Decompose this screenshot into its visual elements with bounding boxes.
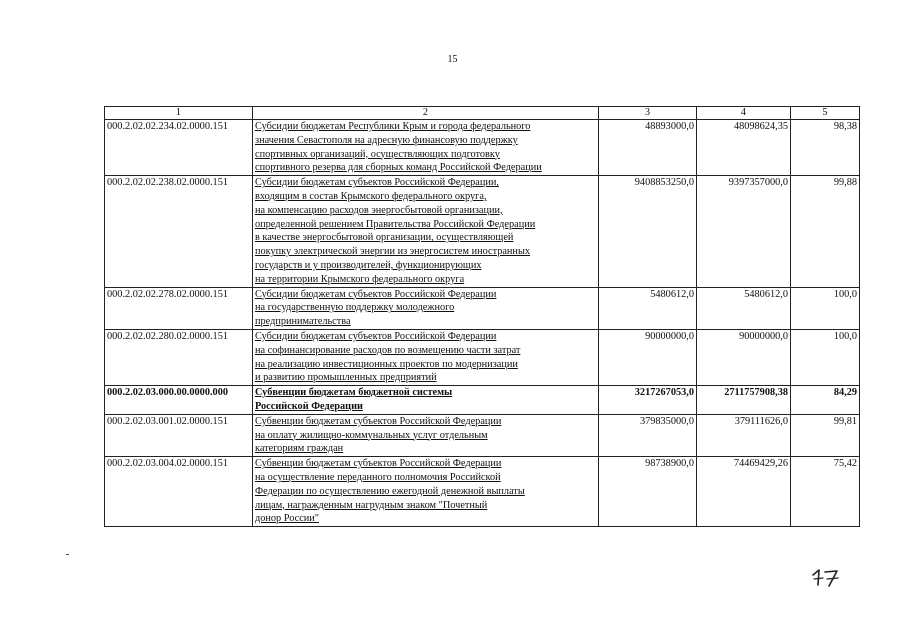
line-item-text: предпринимательства [255,316,351,328]
budget-code: 000.2.02.02.238.02.0000.151 [105,176,253,287]
table-row [105,414,860,456]
line-item-name [253,414,599,456]
line-item-text: категориям граждан [255,443,344,455]
line-item-text: и развитию промышленных предприятий [255,372,437,384]
amount-col4: 9397357000,0 [697,176,791,287]
amount-col3: 90000000,0 [599,329,697,385]
budget-code: 000.2.02.02.280.02.0000.151 [105,329,253,385]
amount-col3: 98738900,0 [599,457,697,527]
line-item-name [253,329,599,385]
amount-col4: 90000000,0 [697,329,791,385]
amount-col5: 99,88 [791,176,860,287]
line-item-text: определенной решением Правительства Российской Федерации [255,218,536,230]
table-row [105,386,860,415]
line-item-text: на софинансирование расходов по возмещению части затрат [255,344,521,356]
line-item-name [253,386,599,415]
amount-col3: 48893000,0 [599,120,697,176]
line-item-text: на осуществление переданного полномочия Российской [255,471,501,483]
line-item-text: Субсидии бюджетам субъектов Российской Федерации [255,330,497,342]
column-header: 5 [791,107,860,120]
line-item-text: на компенсацию расходов энергосбытовой организации, [255,204,503,216]
budget-table [104,106,860,527]
table-body [105,120,860,527]
page-number: 15 [447,54,458,65]
amount-col5: 98,38 [791,120,860,176]
table-header-row [105,107,860,120]
amount-col5: 99,81 [791,414,860,456]
line-item-text: Субсидии бюджетам субъектов Российской Федерации [255,288,497,300]
handwritten-page-mark [810,566,844,593]
amount-col4: 379111626,0 [697,414,791,456]
line-item-text: донор России" [255,513,320,525]
amount-col3: 379835000,0 [599,414,697,456]
amount-col3: 3217267053,0 [599,386,697,415]
line-item-text: на реализацию инвестиционных проектов по модернизации [255,358,518,370]
table-row [105,287,860,329]
line-item-text: в качестве энергосбытовой организации, осуществляющей [255,232,514,244]
amount-col4: 48098624,35 [697,120,791,176]
line-item-name [253,120,599,176]
line-item-text: Субвенции бюджетам субъектов Российской Федерации [255,415,502,427]
table-row [105,120,860,176]
budget-code: 000.2.02.03.001.02.0000.151 [105,414,253,456]
table-row [105,329,860,385]
line-item-name [253,176,599,287]
line-item-text: Субвенции бюджетам субъектов Российской Федерации [255,458,502,470]
amount-col4: 74469429,26 [697,457,791,527]
column-header: 1 [105,107,253,120]
line-item-text: Российской Федерации [255,400,363,412]
amount-col3: 9408853250,0 [599,176,697,287]
line-item-text: спортивных организаций, осуществляющих подготовку [255,148,500,160]
amount-col5: 100,0 [791,329,860,385]
amount-col4: 2711757908,38 [697,386,791,415]
budget-code: 000.2.02.02.234.02.0000.151 [105,120,253,176]
amount-col4: 5480612,0 [697,287,791,329]
line-item-text: на оплату жилищно-коммунальных услуг отдельным [255,429,488,441]
column-header: 3 [599,107,697,120]
line-item-text: Субвенции бюджетам бюджетной системы [255,387,453,399]
budget-code: 000.2.02.02.278.02.0000.151 [105,287,253,329]
line-item-name [253,457,599,527]
column-header: 2 [253,107,599,120]
line-item-text: лицам, награжденным нагрудным знаком "Почетный [255,499,488,511]
amount-col5: 75,42 [791,457,860,527]
margin-tick [66,554,69,555]
line-item-text: на территории Крымского федерального округа [255,273,465,285]
line-item-text: Субсидии бюджетам субъектов Российской Федерации, [255,177,499,189]
handwritten-17-icon [810,566,844,588]
budget-code: 000.2.02.03.000.00.0000.000 [105,386,253,415]
amount-col5: 84,29 [791,386,860,415]
amount-col5: 100,0 [791,287,860,329]
column-header: 4 [697,107,791,120]
line-item-text: Федерации по осуществлению ежегодной денежной выплаты [255,485,525,497]
line-item-text: спортивного резерва для сборных команд Российской Федерации [255,162,542,174]
table-row [105,457,860,527]
line-item-text: покупку электрической энергии из энергосистем иностранных [255,246,531,258]
line-item-name [253,287,599,329]
amount-col3: 5480612,0 [599,287,697,329]
table-row [105,176,860,287]
line-item-text: на государственную поддержку молодежного [255,302,455,314]
line-item-text: Субсидии бюджетам Республики Крым и города федерального [255,121,531,132]
line-item-text: входящим в состав Крымского федерального округа, [255,190,487,202]
line-item-text: государств и у производителей, функционирующих [255,259,482,271]
budget-code: 000.2.02.03.004.02.0000.151 [105,457,253,527]
line-item-text: значения Севастополя на адресную финансовую поддержку [255,134,518,146]
